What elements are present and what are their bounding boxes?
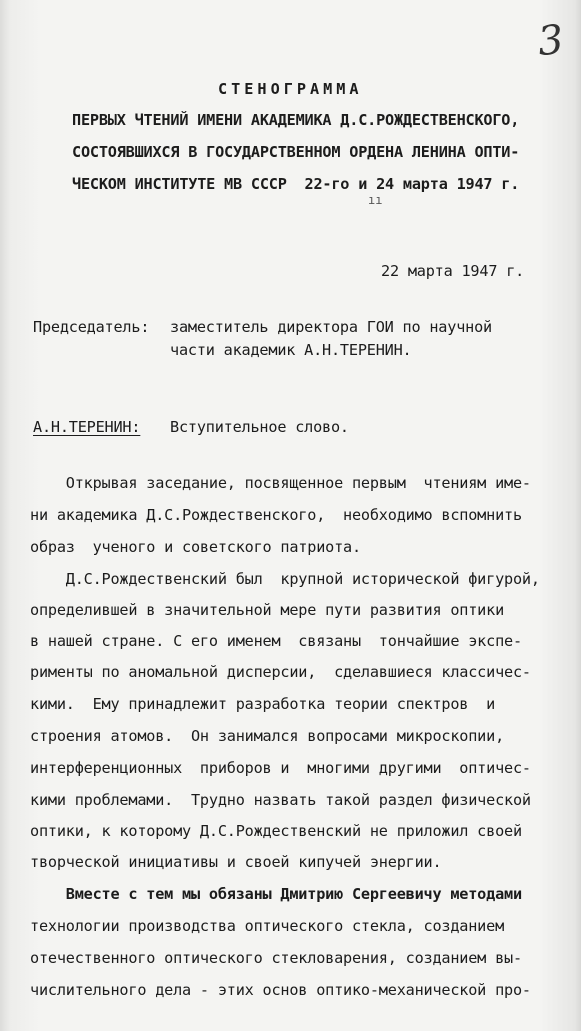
body-line-4: Д.С.Рождественский был крупной исторической фигурой, xyxy=(30,570,540,588)
document-title: СТЕНОГРАММА xyxy=(218,80,363,98)
body-line-6: в нашей стране. С его именем связаны тончайшие экспе- xyxy=(30,632,522,650)
body-line-9: строения атомов. Он занимался вопросами микроскопии, xyxy=(30,727,505,745)
body-line-13: творческой инициативы и своей кипучей энергии. xyxy=(30,853,442,871)
chairman-line-2: части академик А.Н.ТЕРЕНИН. xyxy=(170,341,412,359)
body-line-2: ни академика Д.С.Рождественского, необходимо вспомнить xyxy=(30,506,522,524)
body-line-15: технологии производства оптического стекла, созданием xyxy=(30,917,505,935)
subtitle-line-1: ПЕРВЫХ ЧТЕНИЙ ИМЕНИ АКАДЕМИКА Д.С.РОЖДЕСТВЕНСКОГО, xyxy=(72,111,520,129)
body-line-14: Вместе с тем мы обязаны Дмитрию Сергеевичу методами xyxy=(30,885,522,903)
pencil-mark: ıı xyxy=(368,193,383,207)
subtitle-line-3: ЧЕСКОМ ИНСТИТУТЕ МВ СССР 22-го и 24 марта 1947 г. xyxy=(72,175,520,193)
chairman-label: Председатель: xyxy=(33,318,150,336)
body-line-8: кими. Ему принадлежит разработка теории спектров и xyxy=(30,695,496,713)
body-line-17: числительного дела - этих основ оптико-механической про- xyxy=(30,981,531,999)
speaker-topic: Вступительное слово. xyxy=(170,418,349,436)
chairman-line-1: заместитель директора ГОИ по научной xyxy=(170,318,492,336)
speaker-name: А.Н.ТЕРЕНИН: xyxy=(33,418,141,436)
body-line-10: интерференционных приборов и многими другими оптичес- xyxy=(30,759,531,777)
body-line-5: определившей в значительной мере пути развития оптики xyxy=(30,601,505,619)
subtitle-line-2: СОСТОЯВШИХСЯ В ГОСУДАРСТВЕННОМ ОРДЕНА ЛЕНИНА ОПТИ- xyxy=(72,143,520,161)
body-line-12: оптики, к которому Д.С.Рождественский не приложил своей xyxy=(30,822,522,840)
body-line-11: кими проблемами. Трудно назвать такой раздел физической xyxy=(30,791,531,809)
body-line-7: рименты по аномальной дисперсии, сделавшиеся классичес- xyxy=(30,663,531,681)
session-date: 22 марта 1947 г. xyxy=(381,262,525,280)
body-line-3: образ ученого и советского патриота. xyxy=(30,538,361,556)
page-number: 3 xyxy=(535,16,566,66)
body-line-1: Открывая заседание, посвященное первым чтениям име- xyxy=(30,474,531,492)
body-line-16: отечественного оптического стекловарения, созданием вы- xyxy=(30,949,522,967)
